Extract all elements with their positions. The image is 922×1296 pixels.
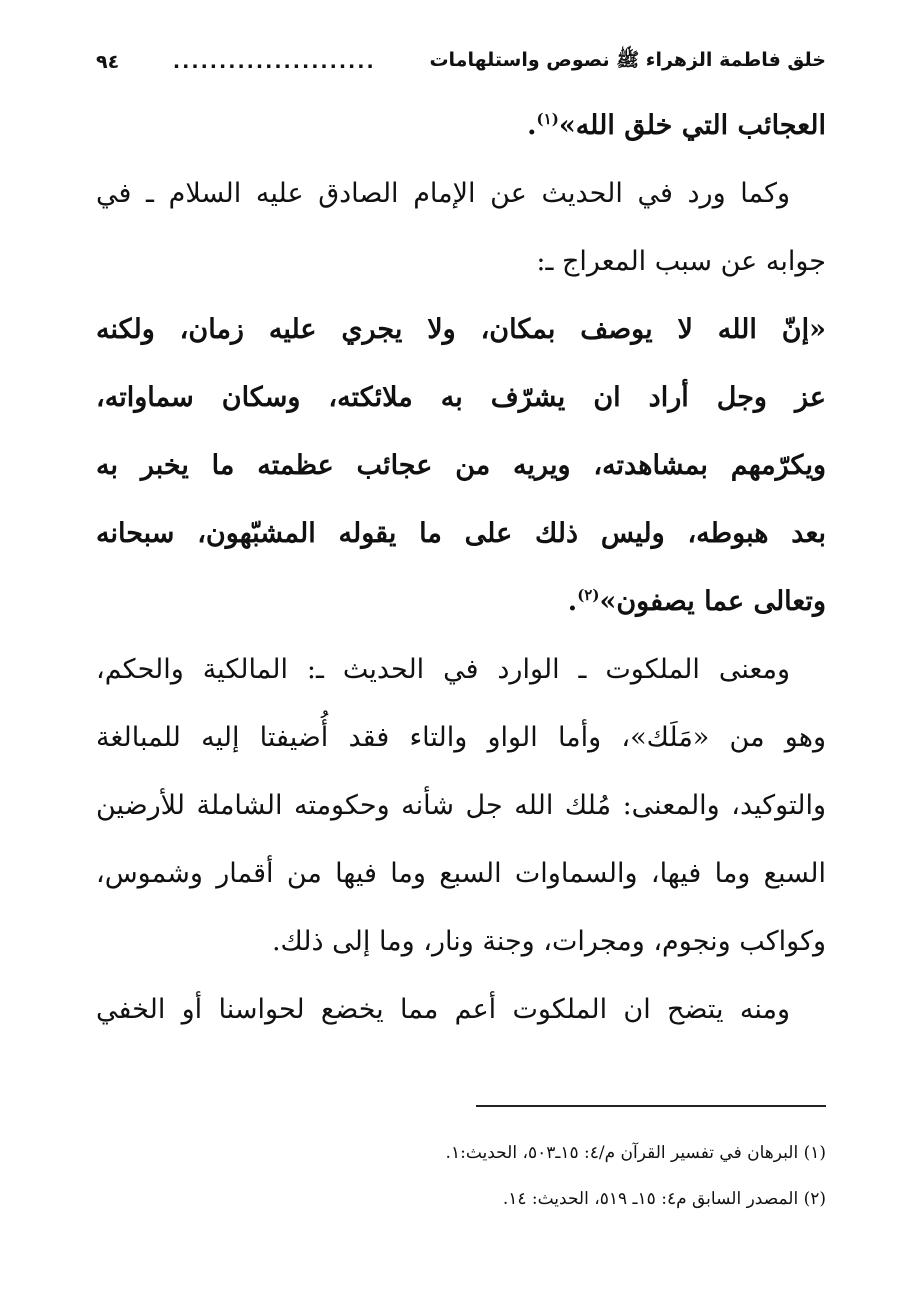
page-number: ٩٤ (96, 51, 120, 73)
line-text: بعد هبوطه، وليس ذلك على ما يقوله المشبّهون، سبحانه (96, 518, 826, 549)
line-text: السبع وما فيها، والسماوات السبع وما فيها من أقمار وشموس، (96, 858, 826, 889)
line-text: والتوكيد، والمعنى: مُلك الله جل شأنه وحكومته الشاملة للأرضين (96, 790, 826, 821)
text-line (96, 908, 826, 976)
footnote-ref: (١) (536, 110, 559, 128)
footnote-1: (١) البرهان في تفسير القرآن م/٤: ١٥ـ٥٠٣، الحديث:١. (445, 1143, 826, 1163)
text-line (96, 840, 826, 908)
line-text: «إنّ الله لا يوصف بمكان، ولا يجري عليه زمان، ولكنه (96, 314, 826, 345)
line-text: وتعالى عما يصفون» (599, 586, 826, 617)
text-line (96, 228, 826, 296)
line-text: العجائب التي خلق الله» (558, 110, 826, 141)
footnotes (96, 1130, 826, 1222)
text-line (96, 432, 826, 500)
line-text: عز وجل أراد ان يشرّف به ملائكته، وسكان سماواته، (96, 382, 826, 413)
text-line (96, 704, 826, 772)
text-line (96, 500, 826, 568)
header-dots: ...................... (172, 51, 376, 73)
text-line (96, 92, 826, 160)
running-header (96, 44, 826, 80)
text-line (96, 772, 826, 840)
footnote-2: (٢) المصدر السابق م٤: ١٥ـ ٥١٩، الحديث: ١٤. (502, 1189, 826, 1209)
line-text: وهو من «مَلَك»، وأما الواو والتاء فقد أُضيفتا إليه للمبالغة (96, 722, 826, 753)
header-title: خلق فاطمة الزهراء ﷺ نصوص واستلهامات (429, 49, 826, 71)
body-text (96, 92, 826, 1044)
line-text: جوابه عن سبب المعراج ـ: (536, 246, 826, 277)
line-text: ويكرّمهم بمشاهدته، ويريه من عجائب عظمته ما يخبر به (96, 450, 826, 481)
line-tail: . (567, 586, 578, 617)
text-line (96, 160, 826, 228)
line-text: وكما ورد في الحديث عن الإمام الصادق عليه السلام ـ في (96, 178, 790, 209)
footnote-separator (476, 1105, 826, 1107)
line-tail: . (527, 110, 537, 141)
line-text: وكواكب ونجوم، ومجرات، وجنة ونار، وما إلى ذلك. (271, 926, 826, 957)
line-text: ومنه يتضح ان الملكوت أعم مما يخضع لحواسنا أو الخفي (96, 994, 790, 1025)
text-line (96, 976, 826, 1044)
text-line (96, 568, 826, 636)
text-line (96, 296, 826, 364)
footnote-ref: (٢) (577, 586, 600, 604)
text-line (96, 364, 826, 432)
text-line (96, 636, 826, 704)
line-text: ومعنى الملكوت ـ الوارد في الحديث ـ: المالكية والحكم، (96, 654, 790, 685)
